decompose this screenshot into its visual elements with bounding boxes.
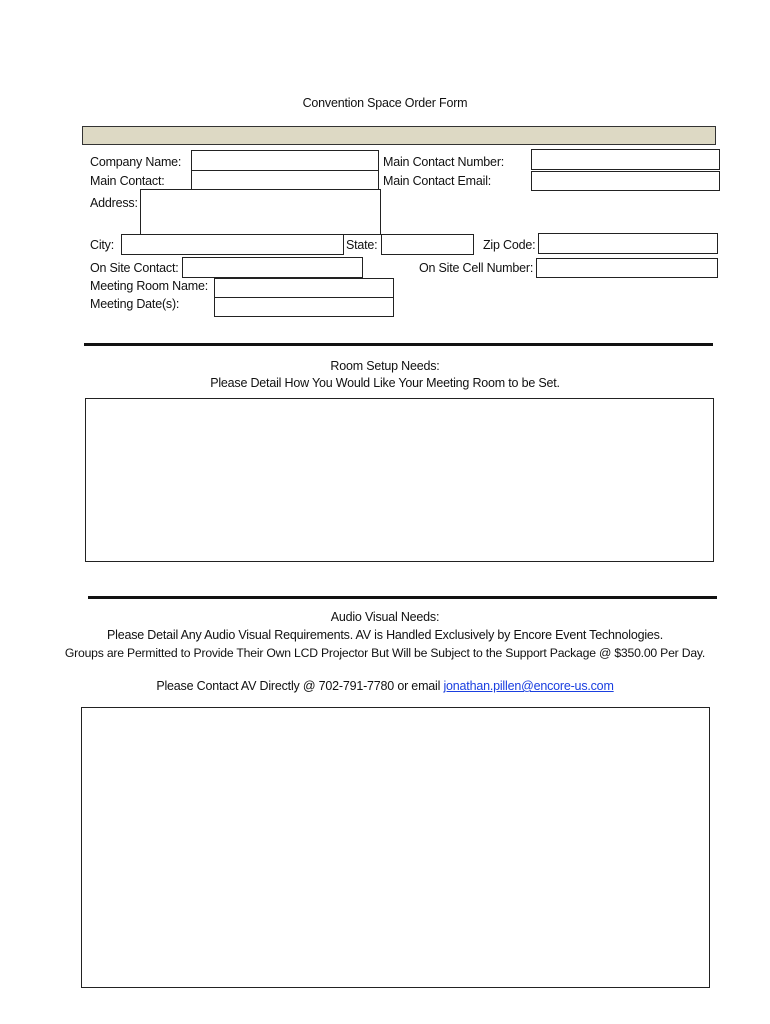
header-banner [82,126,716,145]
audio-visual-projector-text: Groups are Permitted to Provide Their Own LCD Projector But Will be Subject to the Support Package @ $350.00 Per Day. [64,646,706,660]
on-site-cell-number-label: On Site Cell Number: [419,261,534,275]
section-divider-audio-visual [88,596,717,599]
main-contact-number-label: Main Contact Number: [383,155,505,169]
main-contact-email-label: Main Contact Email: [383,174,492,188]
on-site-cell-number-field[interactable] [536,258,718,278]
main-contact-number-field[interactable] [531,149,720,170]
zip-code-field[interactable] [538,233,718,254]
meeting-room-name-field[interactable] [214,278,394,298]
state-label: State: [346,238,378,252]
state-field[interactable] [381,234,474,255]
audio-visual-textarea[interactable] [81,707,710,988]
audio-visual-heading: Audio Visual Needs: [330,610,440,624]
audio-visual-requirements-text: Please Detail Any Audio Visual Requirements. AV is Handled Exclusively by Encore Event Technologies. [106,628,664,642]
meeting-room-name-label: Meeting Room Name: [90,279,208,293]
main-contact-email-field[interactable] [531,171,720,191]
audio-visual-contact-prefix: Please Contact AV Directly @ 702-791-7780 or email [156,679,444,693]
section-divider-room-setup [84,343,713,346]
main-contact-field[interactable] [191,170,379,190]
room-setup-heading: Room Setup Needs: [330,359,440,373]
zip-code-label: Zip Code: [483,238,536,252]
meeting-dates-label: Meeting Date(s): [90,297,180,311]
company-name-field[interactable] [191,150,379,171]
on-site-contact-field[interactable] [182,257,363,278]
main-contact-label: Main Contact: [90,174,165,188]
on-site-contact-label: On Site Contact: [90,261,179,275]
city-field[interactable] [121,234,344,255]
form-title: Convention Space Order Form [302,96,468,110]
audio-visual-contact-line [0,679,770,693]
meeting-dates-field[interactable] [214,297,394,317]
company-name-label: Company Name: [90,155,182,169]
address-field[interactable] [140,189,381,235]
city-label: City: [90,238,115,252]
audio-visual-email-link[interactable]: jonathan.pillen@encore-us.com [443,679,614,693]
address-label: Address: [90,196,138,210]
room-setup-textarea[interactable] [85,398,714,562]
room-setup-instruction: Please Detail How You Would Like Your Meeting Room to be Set. [210,376,560,390]
